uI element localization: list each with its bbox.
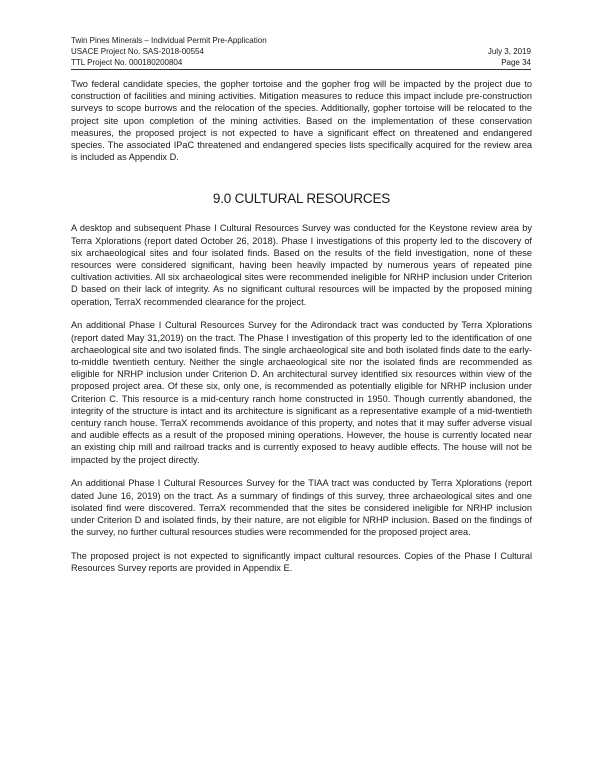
paragraph-keystone-survey: A desktop and subsequent Phase I Cultural Resources Survey was conducted for the Keystone review area by Terra Xplorations (report dated October 26, 2018). Phase I investigations of this property led to the discovery of six archaeological sites and four isolated finds. Based on the results of the field investigation, none of these resources were considered significant, having been heavily impacted by numerous years of repeated pine cultivation activities. All six archaeological sites were recommended ineligible for NRHP inclusion under Criterion D based on their lack of integrity. As no significant cultural resources will be impacted by the proposed mining operation, TerraX recommended clearance for the project.: [71, 223, 532, 307]
page-body: [71, 78, 532, 586]
paragraph-conclusion: The proposed project is not expected to significantly impact cultural resources. Copies of the Phase I Cultural Resources Survey reports are provided in Appendix E.: [71, 551, 532, 574]
section-heading: 9.0 CULTURAL RESOURCES: [212, 191, 391, 207]
header-ttl-number: TTL Project No. 000180200804: [71, 58, 183, 67]
header-divider: [71, 69, 531, 70]
header-row-ttl: [71, 57, 531, 68]
paragraph-species-impact: Two federal candidate species, the gopher tortoise and the gopher frog will be impacted by the project due to construction of facilities and mining activities. Mitigation measures to reduce this impact include pre-construction surveys to scope burrows and the relocation of the species. Additionally, gopher tortoise will be relocated to the project site upon completion of the mining activities. Based on the implementation of these conservation measures, the proposed project is not expected to have a significant effect on threatened and endangered species. The associated IPaC threatened and endangered species lists specifically acquired for the review area is included as Appendix D.: [71, 79, 532, 163]
paragraph-adirondack-survey: An additional Phase I Cultural Resources Survey for the Adirondack tract was conducted by Terra Xplorations (report dated May 31,2019) on the tract. The Phase I investigation of this property led to the identification of one archaeological site and two isolated finds. The single archaeological site and both isolated finds date to the early-to-middle twentieth century. Neither the single archaeological site nor the isolated finds are recommended as eligible for NRHP inclusion under Criterion D. An architectural survey identified six resources within view of the proposed project area. Of these six, only one, is recommended as potentially eligible for NRHP inclusion under Criterion C. This resource is a mid-century ranch home constructed in 1950. Though currently abandoned, the integrity of the structure is intact and its architecture is significant as a representative example of a mid-twentieth century ranch house. TerraX recommends avoidance of this property, and notes that it may suffer adverse visual and audible effects as a result of the proposed mining operations. However, the house is currently located near an existing chip mill and railroad tracks and is currently exposed to heavy audible effects. The house will not be impacted by the project directly.: [71, 320, 532, 465]
header-page-number: Page 34: [501, 58, 531, 67]
header-row-usace: [71, 46, 531, 57]
header-date: July 3, 2019: [487, 47, 531, 56]
header-project-title: Twin Pines Minerals – Individual Permit Pre-Application: [71, 36, 267, 45]
header-usace-number: USACE Project No. SAS-2018-00554: [71, 47, 204, 56]
page-header: [71, 35, 531, 68]
paragraph-tiaa-survey: An additional Phase I Cultural Resources Survey for the TIAA tract was conducted by Terra Xplorations (report dated June 16, 2019) on the tract. As a summary of findings of this survey, three archaeological sites and one isolated find were discovered. TerraX recommended that the sites be considered ineligible for NRHP inclusion under Criterion D and isolated finds, by their nature, are not eligible for NRHP inclusion. Based on the findings of the survey, no further cultural resources studies were recommended for the proposed project area.: [71, 478, 532, 538]
